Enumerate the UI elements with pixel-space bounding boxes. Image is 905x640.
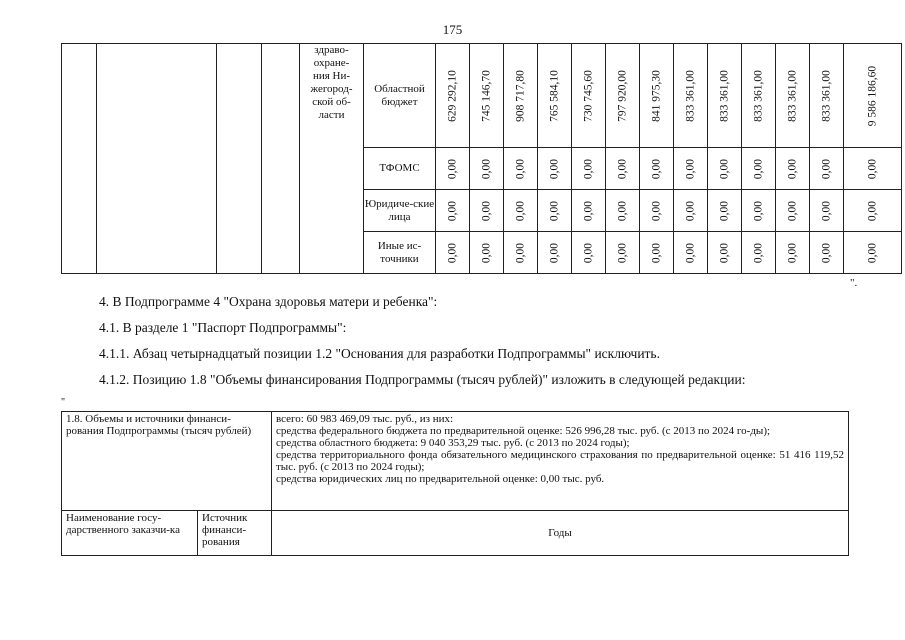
value-cell: 0,00 <box>616 200 628 221</box>
closing-quote: ". <box>850 277 858 289</box>
value-cell: 0,00 <box>480 158 492 179</box>
value-cell: 0,00 <box>514 158 526 179</box>
value-cell: 629 292,10 <box>446 69 458 122</box>
value-cell: 0,00 <box>684 158 696 179</box>
page-number: 175 <box>442 22 463 37</box>
value-cell: 833 361,00 <box>718 69 730 122</box>
source-cell: Юридиче-ские лица <box>364 190 436 232</box>
value-cell: 0,00 <box>684 242 696 263</box>
value-cell: 0,00 <box>582 200 594 221</box>
total-value-cell: 0,00 <box>866 200 878 221</box>
value-cell: 0,00 <box>548 158 560 179</box>
funding-line: средства федерального бюджета по предварительной оценке: 526 996,28 тыс. руб. (с 2013 по 2024 го-ды); <box>276 425 771 437</box>
value-cell: 0,00 <box>684 200 696 221</box>
value-cell: 0,00 <box>650 200 662 221</box>
value-cell: 833 361,00 <box>820 69 832 122</box>
value-cell: 0,00 <box>514 200 526 221</box>
funding-line: средства территориального фонда обязательного медицинского страхования по предварительной оценке: 51 416 119,52 тыс. руб. (с 2013 по 2024 годы); <box>276 449 844 473</box>
value-cell: 0,00 <box>752 200 764 221</box>
paragraph: 4.1. В разделе 1 "Паспорт Подпрограммы": <box>99 320 347 335</box>
paragraph: 4.1.1. Абзац четырнадцатый позиции 1.2 "Основания для разработки Подпрограммы" исключить. <box>99 346 660 361</box>
value-cell: 833 361,00 <box>786 69 798 122</box>
funding-cell <box>272 412 849 511</box>
value-cell: 0,00 <box>616 158 628 179</box>
org-fragment-cell: здраво- охране- ния Ни- жегород- ской об- ласти <box>300 44 364 274</box>
value-cell: 0,00 <box>650 242 662 263</box>
value-cell: 0,00 <box>514 242 526 263</box>
funding-line: средства юридических лиц по предварительной оценке: 0,00 тыс. руб. <box>276 473 605 485</box>
value-cell: 0,00 <box>480 200 492 221</box>
value-cell: 0,00 <box>752 242 764 263</box>
value-cell: 833 361,00 <box>752 69 764 122</box>
paragraph: 4.1.2. Позицию 1.8 "Объемы финансирования Подпрограммы (тысяч рублей)" изложить в следующей редакции: <box>99 372 746 387</box>
empty-cell <box>62 44 97 274</box>
value-cell: 841 975,30 <box>650 69 662 122</box>
value-cell: 0,00 <box>582 242 594 263</box>
value-cell: 0,00 <box>446 200 458 221</box>
value-cell: 0,00 <box>820 200 832 221</box>
table-row <box>62 412 849 511</box>
total-value-cell: 0,00 <box>866 242 878 263</box>
total-value-cell: 9 586 186,60 <box>866 65 878 126</box>
value-cell: 0,00 <box>718 242 730 263</box>
table-row <box>62 44 902 148</box>
value-cell: 0,00 <box>548 200 560 221</box>
empty-cell <box>262 44 300 274</box>
value-cell: 0,00 <box>446 242 458 263</box>
source-cell: ТФОМС <box>364 148 436 190</box>
budget-continuation-table <box>61 43 902 274</box>
funding-line: средства областного бюджета: 9 040 353,29 тыс. руб. (с 2013 по 2024 годы); <box>276 437 630 449</box>
value-cell: 0,00 <box>820 242 832 263</box>
value-cell: 0,00 <box>786 158 798 179</box>
value-cell: 745 146,70 <box>480 69 492 122</box>
value-cell: 0,00 <box>582 158 594 179</box>
paragraph: 4. В Подпрограмме 4 "Охрана здоровья матери и ребенка": <box>99 294 438 309</box>
opening-quote: " <box>61 397 66 408</box>
value-cell: 0,00 <box>548 242 560 263</box>
value-cell: 0,00 <box>650 158 662 179</box>
value-cell: 0,00 <box>820 158 832 179</box>
value-cell: 0,00 <box>786 200 798 221</box>
value-cell: 797 920,00 <box>616 69 628 122</box>
passport-table <box>61 411 849 556</box>
header-years: Годы <box>272 511 849 556</box>
header-source: Источник финанси-рования <box>198 511 272 556</box>
value-cell: 908 717,80 <box>514 69 526 122</box>
table-row <box>62 511 849 556</box>
value-cell: 833 361,00 <box>684 69 696 122</box>
value-cell: 765 584,10 <box>548 69 560 122</box>
value-cell: 0,00 <box>786 242 798 263</box>
value-cell: 0,00 <box>718 158 730 179</box>
total-value-cell: 0,00 <box>866 158 878 179</box>
source-cell: Иные ис-точники <box>364 232 436 274</box>
value-cell: 730 745,60 <box>582 69 594 122</box>
header-customer: Наименование госу-дарственного заказчи-ка <box>62 511 198 556</box>
empty-cell <box>97 44 217 274</box>
value-cell: 0,00 <box>718 200 730 221</box>
value-cell: 0,00 <box>446 158 458 179</box>
funding-line: всего: 60 983 469,09 тыс. руб., из них: <box>276 413 454 425</box>
value-cell: 0,00 <box>480 242 492 263</box>
value-cell: 0,00 <box>752 158 764 179</box>
position-label-cell: 1.8. Объемы и источники финанси-рования Подпрограммы (тысяч рублей) <box>62 412 272 511</box>
value-cell: 0,00 <box>616 242 628 263</box>
source-cell: Областной бюджет <box>364 44 436 148</box>
empty-cell <box>217 44 262 274</box>
